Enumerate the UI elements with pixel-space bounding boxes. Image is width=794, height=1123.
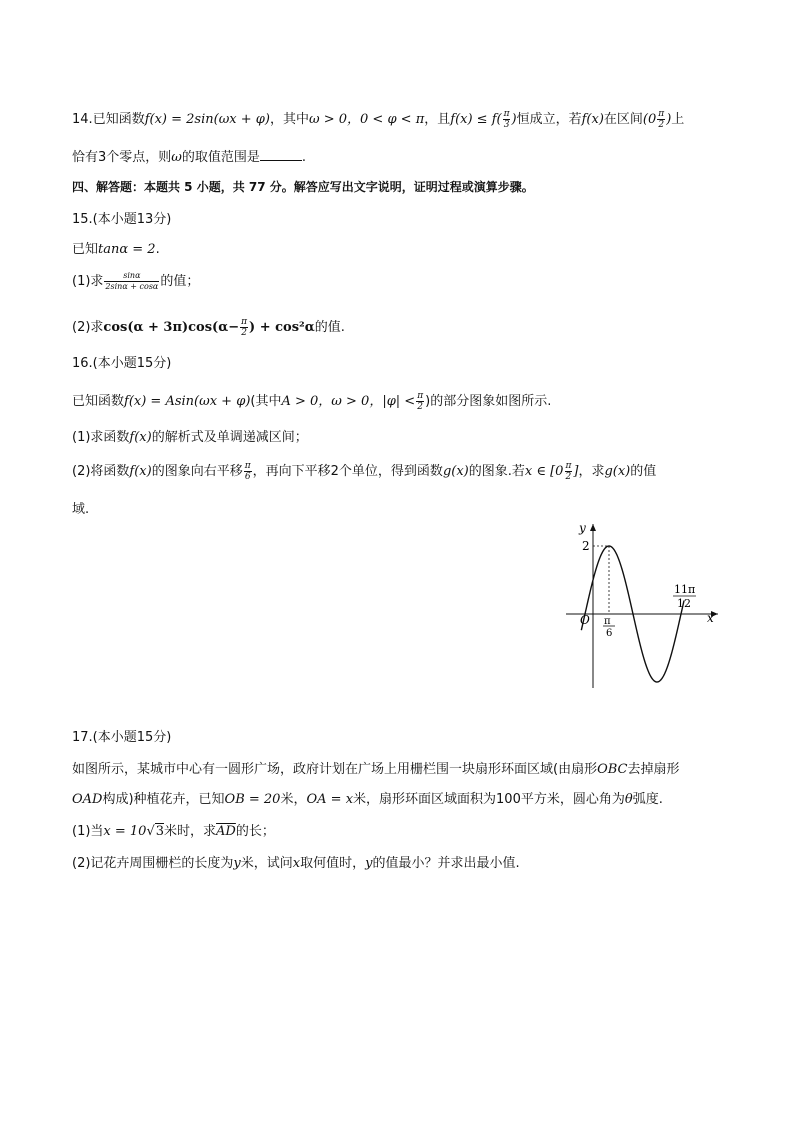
fraction-denominator: 2 [658, 120, 665, 130]
q16-interval: ] [573, 464, 579, 479]
fraction-numerator: π [244, 461, 251, 471]
q14-line1 [72, 108, 684, 130]
q16-condition: A > 0，ω > 0，|φ| < [281, 394, 416, 409]
q14-paren: ) [511, 112, 517, 127]
fraction-denominator: 2sinα + cosα [105, 282, 159, 291]
q15-p1-label: (1)求 [72, 274, 104, 289]
q14-text: ，其中 [269, 112, 309, 127]
q17-y: y [365, 856, 373, 871]
q16-text: 的值 [630, 464, 657, 479]
q16-interval: x ∈ [0 [524, 464, 564, 479]
fraction-denominator: 6 [244, 472, 251, 482]
q14-text: 恰有3个零点，则 [72, 150, 172, 165]
q17-text: (1)当 [72, 824, 104, 839]
q17-part1 [72, 820, 275, 839]
q17-text: 取何值时， [300, 856, 366, 871]
q17-text: 去掉扇形 [627, 762, 680, 777]
q14-text: . [301, 150, 307, 165]
q17-oa: OA = x [306, 792, 354, 807]
q14-function: f(x) = 2sin(ωx + φ) [144, 112, 270, 127]
sine-graph [560, 518, 730, 690]
q16-part1 [72, 426, 308, 445]
q16-text: ，求 [578, 464, 605, 479]
q14-text: 已知函数 [92, 112, 145, 127]
fraction-denominator: 3 [503, 120, 510, 130]
q15-part2 [72, 316, 345, 338]
q17-part2 [72, 852, 520, 871]
q17-sqrt-arg: 3 [155, 824, 165, 839]
q15-text: . [155, 242, 160, 257]
q14-text: 恒成立，若 [516, 112, 582, 127]
fraction-numerator: π [241, 317, 248, 327]
q15-part1 [72, 270, 199, 292]
q16-text: ，再向下平移2个单位，得到函数 [252, 464, 443, 479]
q16-text: 已知函数 [72, 394, 125, 409]
tick-11pi-12-den: 12 [677, 597, 691, 610]
answer-blank [260, 148, 302, 161]
q17-text: 米，扇形环面区域面积为100平方米，圆心角为 [353, 792, 625, 807]
fraction-numerator: π [565, 461, 572, 471]
q16-fraction [564, 461, 572, 482]
fraction-denominator: 2 [417, 402, 424, 412]
q17-text: 米， [280, 792, 307, 807]
q14-interval-fraction [657, 109, 665, 130]
y-axis-arrow [590, 524, 596, 531]
q17-ob: OB = 20 [224, 792, 281, 807]
q16-text: (1)求函数 [72, 430, 130, 445]
q17-text: 米，试问 [240, 856, 293, 871]
q16-text: 的解析式及单调递减区间； [151, 430, 308, 445]
origin-label: O [580, 613, 590, 627]
q17-text: 的值最小？并求出最小值. [372, 856, 520, 871]
q16-text: 的图象.若 [468, 464, 525, 479]
q17-text: 的长； [235, 824, 275, 839]
q17-text: (2)记花卉周围栅栏的长度为 [72, 856, 234, 871]
section-title: 四、解答题：本题共 5 小题，共 77 分。解答应写出文字说明，证明过程或演算步骤。 [72, 180, 534, 194]
q14-text: 在区间 [603, 112, 643, 127]
q15-p2-label: (2)求 [72, 320, 104, 335]
q17-text: 米时，求 [164, 824, 217, 839]
q17-theta: θ [624, 792, 633, 807]
q15-expression: ) + cos²α [249, 320, 315, 335]
q17-text: 弧度. [632, 792, 663, 807]
q17-sector: OBC [597, 762, 628, 777]
fraction-numerator: π [503, 109, 510, 119]
q16-part2-cont: 域. [72, 502, 90, 517]
q16-function: f(x) = Asin(ωx + φ) [124, 394, 251, 409]
q14-text: 上 [671, 112, 685, 127]
q14-fx: f(x) [581, 112, 604, 127]
q15-fraction [240, 317, 248, 338]
q16-text: )的部分图象如图所示. [425, 394, 552, 409]
q15-expression: cos(α + 3π)cos(α− [103, 320, 240, 335]
q14-omega: ω [171, 150, 182, 165]
fraction-numerator: π [658, 109, 665, 119]
q14-fraction [503, 109, 511, 130]
fraction-numerator: sinα [123, 271, 141, 280]
q17-line2 [72, 788, 663, 807]
q16-text: 的图象向右平移 [151, 464, 243, 479]
fraction-denominator: 2 [241, 328, 247, 338]
q17-header: 17.(本小题15分) [72, 730, 172, 745]
q15-text: 的值. [314, 320, 345, 335]
q17-x: x [292, 856, 301, 871]
q14-inequality: f(x) ≤ f( [450, 112, 502, 127]
q15-tan: tanα = 2 [98, 242, 156, 257]
q15-text: 的值； [160, 274, 200, 289]
q17-text: 如图所示，某城市中心有一圆形广场，政府计划在广场上用栅栏围一块扇形环面区域(由扇形 [72, 762, 598, 777]
q17-y: y [233, 856, 241, 871]
q16-fraction [244, 461, 252, 482]
q16-part2 [72, 460, 656, 482]
q15-fraction [104, 271, 159, 292]
q14-paren: ) [666, 112, 672, 127]
q14-condition: ω > 0，0 < φ < π [308, 112, 425, 127]
tick-pi-6-den: 6 [606, 628, 613, 639]
y-axis-label: y [579, 521, 586, 535]
q17-text: 构成)种植花卉，已知 [102, 792, 225, 807]
q16-fraction [416, 391, 424, 412]
q17-arc: $\overline{AD}$ [216, 824, 236, 839]
tick-11pi-12-num: 11π [674, 583, 696, 596]
q15-given [72, 238, 160, 257]
sqrt-symbol: √ [146, 824, 155, 839]
q16-header: 16.(本小题15分) [72, 356, 172, 371]
x-axis-label: x [707, 611, 714, 625]
q17-sector: OAD [72, 792, 103, 807]
q17-x-value: x = 10 [103, 824, 147, 839]
q16-text: (2)将函数 [72, 464, 130, 479]
q14-interval: (0 [642, 112, 657, 127]
q16-gx: g(x) [442, 464, 469, 479]
q16-text: (其中 [250, 394, 282, 409]
q16-fx: f(x) [129, 430, 152, 445]
q15-text: 已知 [72, 242, 99, 257]
tick-pi-6-num: π [604, 616, 611, 627]
q14-number: 14. [72, 112, 93, 127]
q14-text: 的取值范围是 [181, 150, 260, 165]
q16-fx: f(x) [129, 464, 152, 479]
q14-text: ，且 [424, 112, 451, 127]
fraction-denominator: 2 [565, 472, 572, 482]
fraction-numerator: π [417, 391, 424, 401]
q15-header: 15.(本小题13分) [72, 212, 172, 227]
q16-line1 [72, 390, 551, 412]
q16-gx: g(x) [604, 464, 631, 479]
q14-line2 [72, 146, 306, 165]
q17-line1 [72, 758, 680, 777]
max-label: 2 [582, 539, 590, 553]
